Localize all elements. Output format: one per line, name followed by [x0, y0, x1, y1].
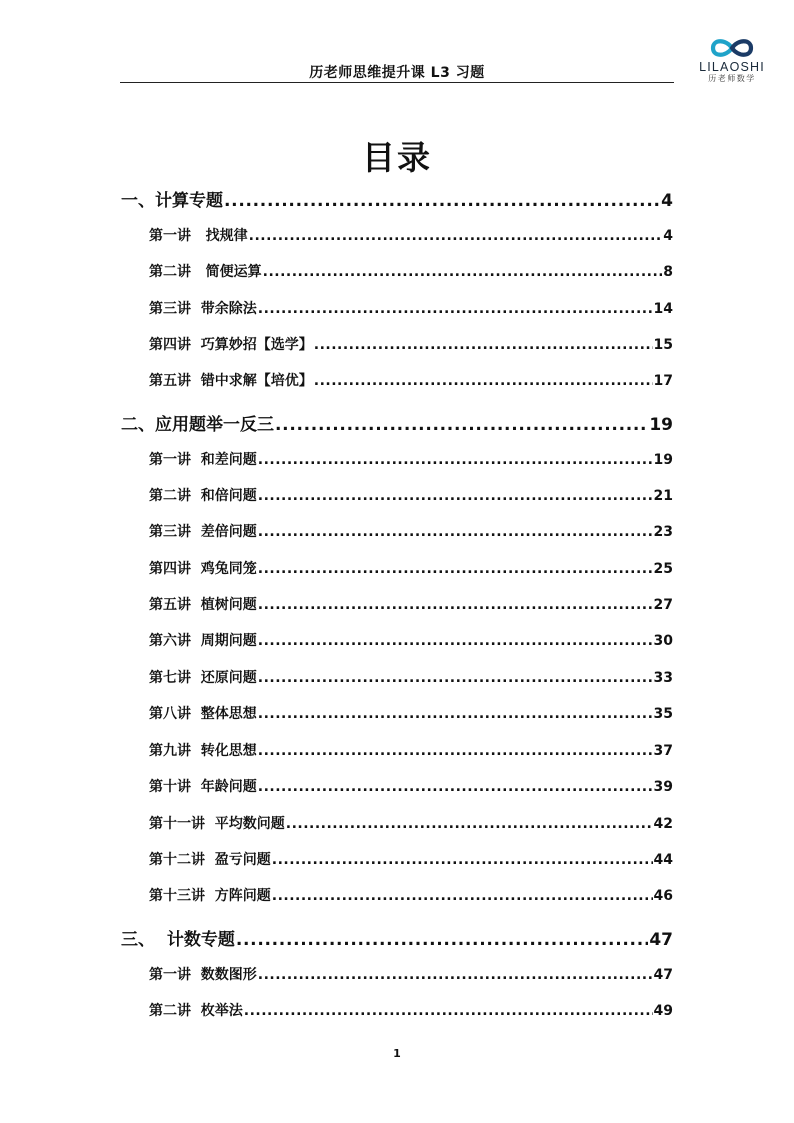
toc-lesson-entry[interactable]	[149, 558, 673, 578]
toc-dot-leader	[272, 888, 653, 904]
toc-entry-page: 44	[653, 852, 673, 868]
toc-entry-label: 第二讲 枚举法	[149, 1003, 243, 1019]
toc-dot-leader	[263, 264, 663, 280]
toc-dot-leader	[314, 373, 653, 389]
toc-entry-page: 8	[663, 264, 673, 280]
toc-entry-label: 第六讲 周期问题	[149, 633, 257, 649]
header-title: 历老师思维提升课 L3 习题	[309, 65, 485, 81]
toc-entry-page: 30	[653, 633, 673, 649]
toc-dot-leader	[258, 301, 653, 317]
toc-dot-leader	[236, 930, 648, 950]
toc-lesson-entry[interactable]	[149, 594, 673, 614]
toc-entry-label: 第七讲 还原问题	[149, 670, 257, 686]
toc-lesson-entry[interactable]	[149, 703, 673, 723]
toc-dot-leader	[258, 488, 653, 504]
toc-entry-page: 47	[653, 967, 673, 983]
toc-lesson-entry[interactable]	[149, 225, 673, 245]
toc-entry-label: 第四讲 鸡兔同笼	[149, 561, 257, 577]
toc-lesson-entry[interactable]	[149, 521, 673, 541]
toc-lesson-entry[interactable]	[149, 485, 673, 505]
toc-section-entry[interactable]	[121, 410, 673, 435]
header-divider	[120, 82, 674, 83]
toc-entry-page: 4	[661, 191, 673, 211]
toc-dot-leader	[258, 561, 653, 577]
toc-entry-page: 15	[653, 337, 673, 353]
toc-dot-leader	[258, 524, 653, 540]
toc-entry-page: 42	[653, 816, 673, 832]
toc-section-entry[interactable]	[121, 186, 673, 211]
toc-dot-leader	[224, 191, 660, 211]
toc-entry-page: 19	[649, 415, 673, 435]
toc-dot-leader	[275, 415, 648, 435]
toc-lesson-entry[interactable]	[149, 449, 673, 469]
toc-entry-page: 19	[653, 452, 673, 468]
toc-lesson-entry[interactable]	[149, 298, 673, 318]
toc-entry-label: 第九讲 转化思想	[149, 743, 257, 759]
toc-dot-leader	[249, 228, 663, 244]
toc-entry-label: 第十三讲 方阵问题	[149, 888, 271, 904]
toc-lesson-entry[interactable]	[149, 776, 673, 796]
toc-dot-leader	[258, 967, 653, 983]
infinity-logo-icon	[707, 36, 757, 60]
toc-entry-label: 第一讲 数数图形	[149, 967, 257, 983]
toc-entry-label: 第十讲 年龄问题	[149, 779, 257, 795]
toc-entry-page: 23	[653, 524, 673, 540]
toc-entry-label: 第三讲 带余除法	[149, 301, 257, 317]
toc-dot-leader	[244, 1003, 653, 1019]
toc-entry-page: 17	[653, 373, 673, 389]
toc-entry-label: 第二讲 和倍问题	[149, 488, 257, 504]
toc-entry-label: 二、应用题举一反三	[121, 415, 274, 435]
page-number: 1	[393, 1047, 401, 1060]
toc-lesson-entry[interactable]	[149, 667, 673, 687]
toc-entry-page: 47	[649, 930, 673, 950]
toc-entry-label: 第二讲 简便运算	[149, 264, 262, 280]
toc-entry-page: 21	[653, 488, 673, 504]
toc-dot-leader	[258, 633, 653, 649]
toc-dot-leader	[258, 597, 653, 613]
toc-entry-label: 第八讲 整体思想	[149, 706, 257, 722]
toc-dot-leader	[258, 706, 653, 722]
toc-entry-page: 49	[653, 1003, 673, 1019]
toc-lesson-entry[interactable]	[149, 334, 673, 354]
toc-entry-label: 三、 计数专题	[121, 930, 235, 950]
page-title: 目录	[362, 138, 432, 177]
toc-entry-label: 第十二讲 盈亏问题	[149, 852, 271, 868]
toc-dot-leader	[286, 816, 653, 832]
toc-entry-label: 第四讲 巧算妙招【选学】	[149, 337, 313, 353]
toc-dot-leader	[258, 670, 653, 686]
toc-entry-page: 46	[653, 888, 673, 904]
toc-lesson-entry[interactable]	[149, 1000, 673, 1020]
toc-dot-leader	[272, 852, 653, 868]
toc-lesson-entry[interactable]	[149, 630, 673, 650]
toc-dot-leader	[258, 743, 653, 759]
toc-entry-label: 第一讲 找规律	[149, 228, 248, 244]
toc-dot-leader	[314, 337, 653, 353]
toc-section-entry[interactable]	[121, 925, 673, 950]
logo-wordmark: LILAOSHI	[699, 60, 765, 74]
toc-lesson-entry[interactable]	[149, 813, 673, 833]
toc-lesson-entry[interactable]	[149, 849, 673, 869]
toc-lesson-entry[interactable]	[149, 885, 673, 905]
toc-entry-page: 4	[663, 228, 673, 244]
toc-entry-page: 33	[653, 670, 673, 686]
toc-lesson-entry[interactable]	[149, 740, 673, 760]
toc-lesson-entry[interactable]	[149, 370, 673, 390]
toc-entry-page: 35	[653, 706, 673, 722]
toc-entry-label: 第五讲 错中求解【培优】	[149, 373, 313, 389]
toc-entry-label: 一、计算专题	[121, 191, 223, 211]
toc-entry-page: 14	[653, 301, 673, 317]
toc-entry-page: 39	[653, 779, 673, 795]
toc-entry-page: 25	[653, 561, 673, 577]
toc-dot-leader	[258, 779, 653, 795]
toc-lesson-entry[interactable]	[149, 261, 673, 281]
toc-entry-page: 27	[653, 597, 673, 613]
toc-entry-page: 37	[653, 743, 673, 759]
toc-entry-label: 第三讲 差倍问题	[149, 524, 257, 540]
toc-entry-label: 第五讲 植树问题	[149, 597, 257, 613]
lilaoshi-logo	[690, 36, 774, 90]
toc-entry-label: 第一讲 和差问题	[149, 452, 257, 468]
toc-lesson-entry[interactable]	[149, 964, 673, 984]
toc-dot-leader	[258, 452, 653, 468]
toc-entry-label: 第十一讲 平均数问题	[149, 816, 285, 832]
logo-subtitle: 历老师数学	[708, 74, 756, 83]
